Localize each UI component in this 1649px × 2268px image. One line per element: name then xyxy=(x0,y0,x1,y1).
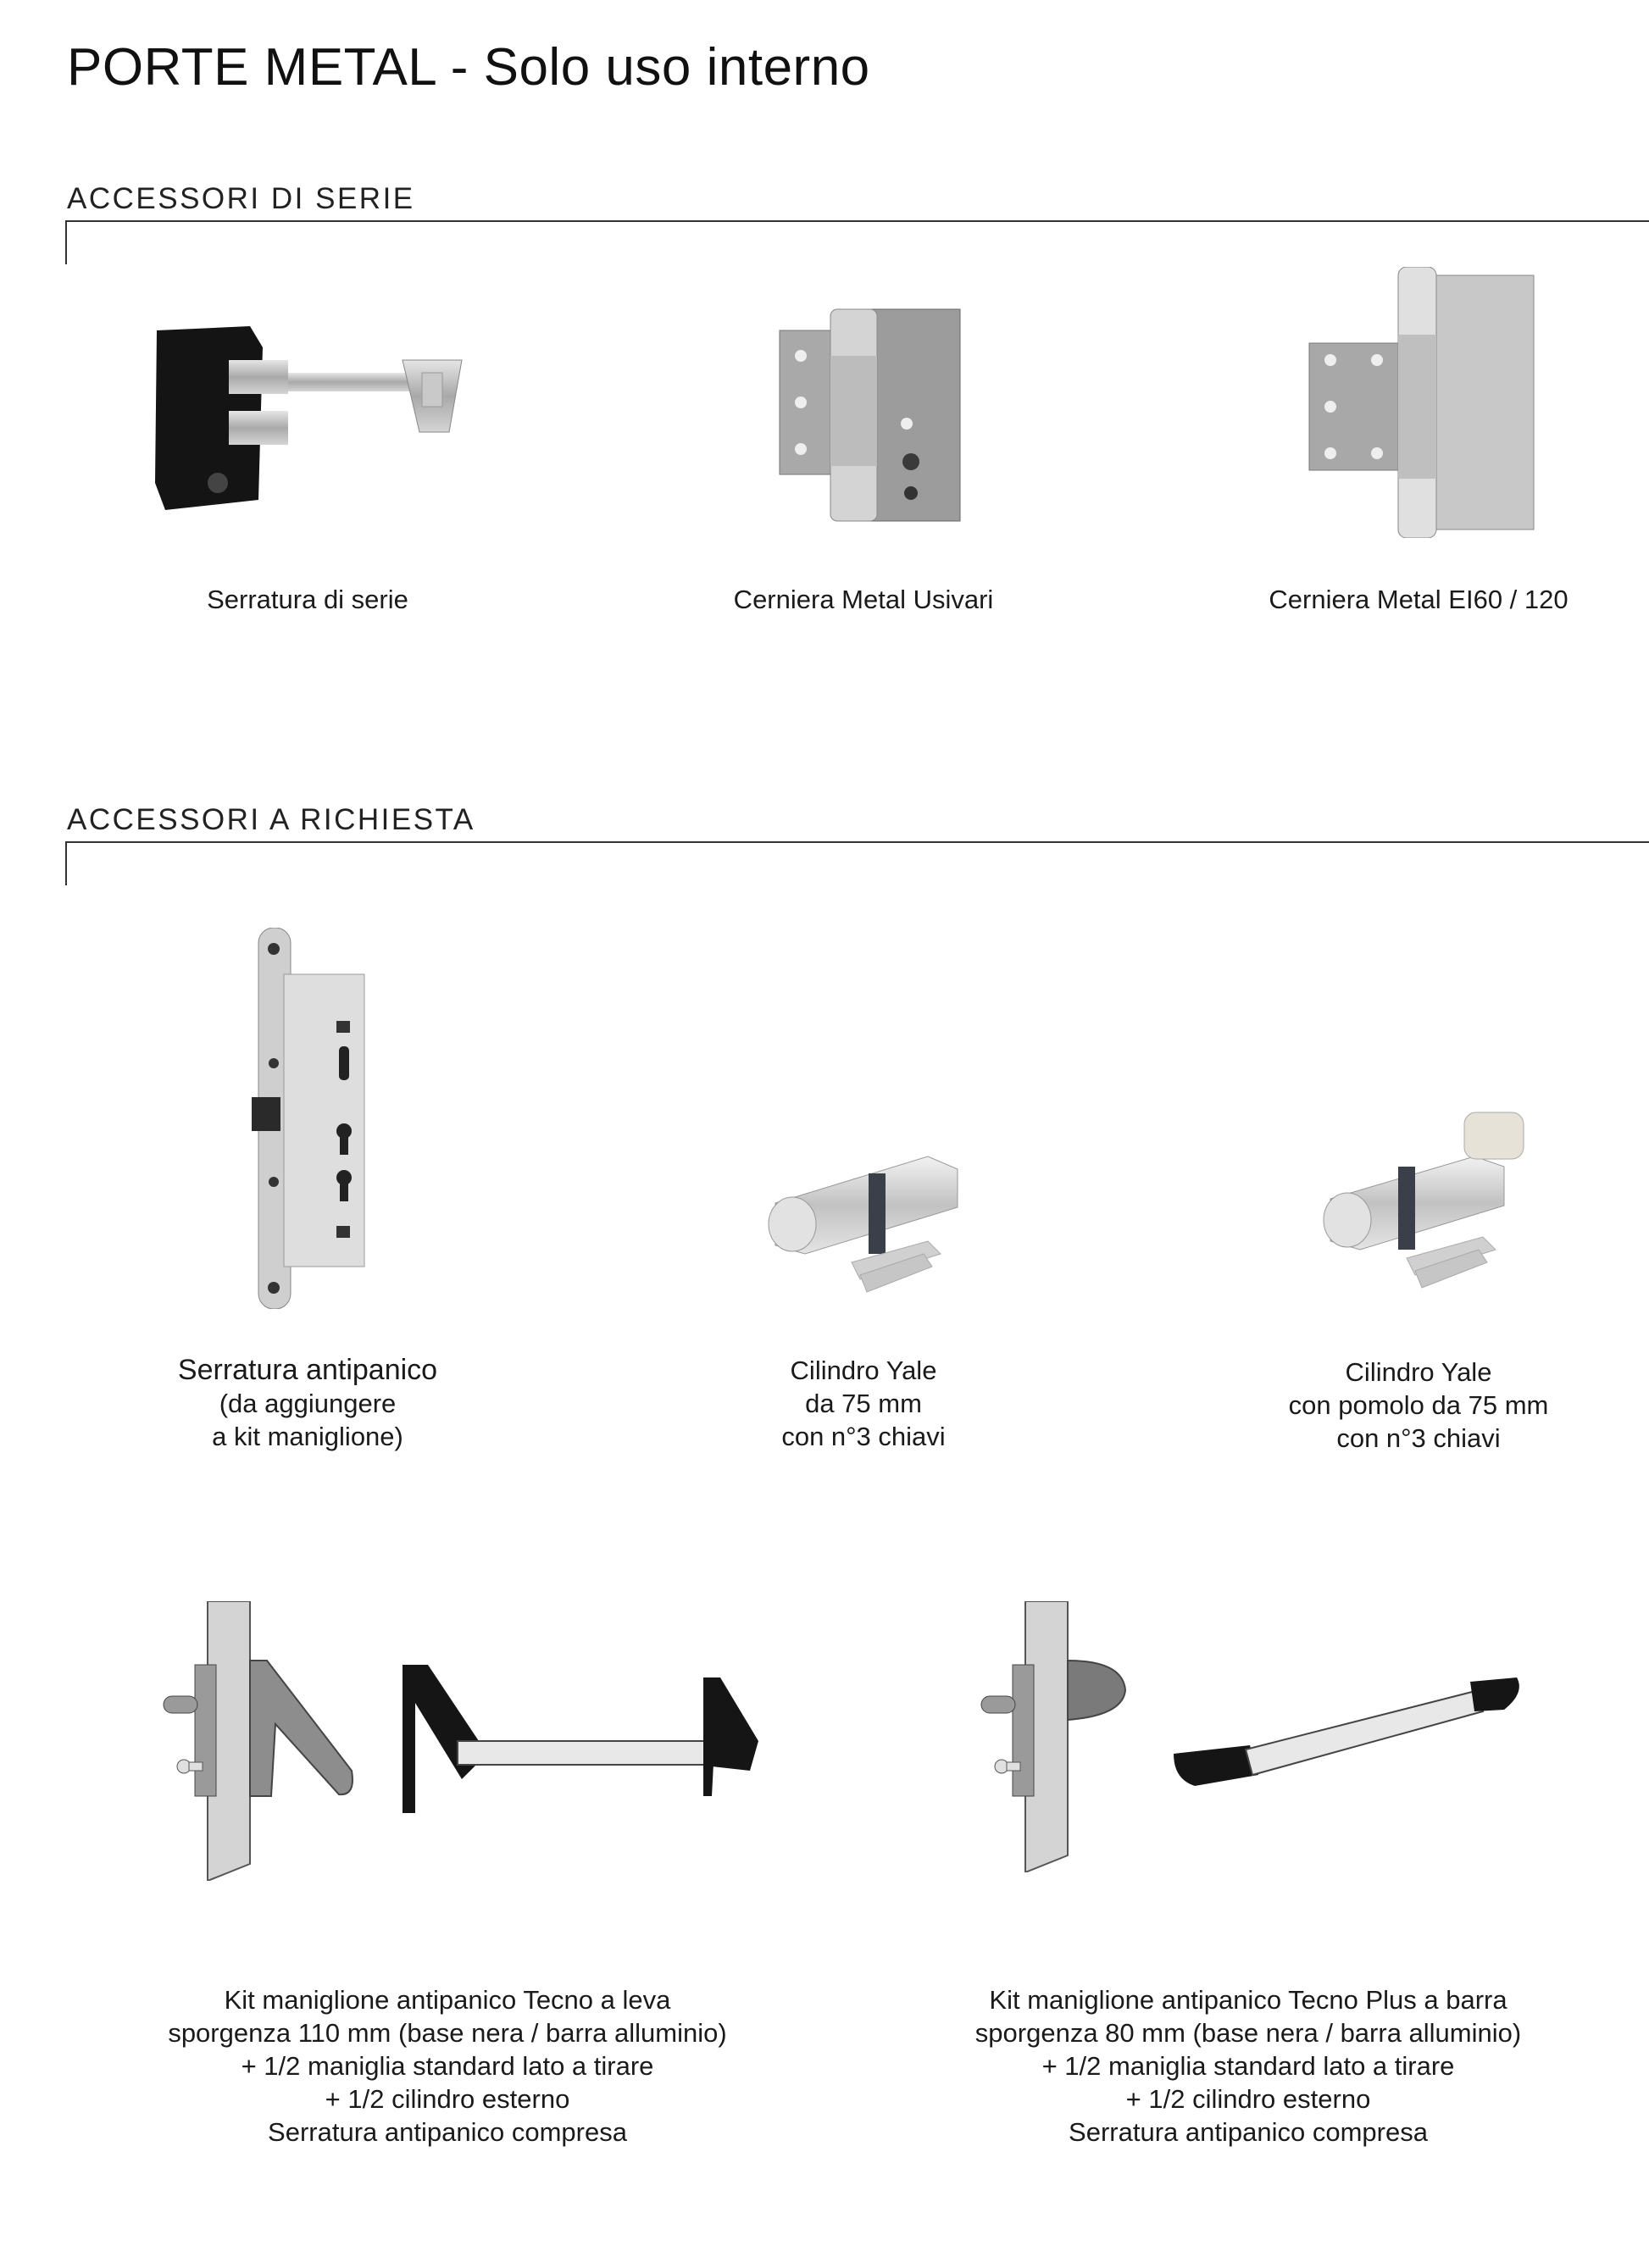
section-title-on-request: ACCESSORI A RICHIESTA xyxy=(67,803,475,836)
thumbturn-cylinder-image xyxy=(1313,1106,1534,1309)
section-divider xyxy=(65,841,1649,885)
caption-kit-pushbar: Kit maniglione antipanico Tecno Plus a barra sporgenza 80 mm (base nera / barra alluminio) + 1/2 maniglia standard lato a tirare + 1/2 cilindro esterno Serratura antipanico compresa xyxy=(974,1985,1522,2147)
mortise-lock-image xyxy=(242,928,369,1309)
caption-standard-lock: Serratura di serie xyxy=(207,585,408,614)
fire-hinge-image xyxy=(1305,267,1542,538)
caption-panic-lock: Serratura antipanico (da aggiungere a kit maniglione) xyxy=(177,1354,438,1451)
page-title: PORTE METAL - Solo uso interno xyxy=(67,38,870,97)
caption-hinge-usivari: Cerniera Metal Usivari xyxy=(733,585,994,614)
caption-kit-lever: Kit maniglione antipanico Tecno a leva sporgenza 110 mm (base nera / barra alluminio) + 1/2 maniglia standard lato a tirare + 1/2 cilindro esterno Serratura antipanico compresa xyxy=(168,1985,727,2147)
hinge-image xyxy=(775,305,962,525)
euro-cylinder-image xyxy=(758,1127,962,1313)
key-lock-image xyxy=(148,322,479,517)
push-bar-diagram xyxy=(974,1601,1534,1872)
section-title-standard: ACCESSORI DI SERIE xyxy=(67,182,415,215)
caption-hinge-ei60: Cerniera Metal EI60 / 120 xyxy=(1269,585,1568,614)
section-divider xyxy=(65,220,1649,264)
caption-yale-thumbturn: Cilindro Yale con pomolo da 75 mm con n°3 chiavi xyxy=(1288,1357,1549,1453)
lever-panic-bar-diagram xyxy=(157,1601,767,1881)
caption-yale-cylinder: Cilindro Yale da 75 mm con n°3 chiavi xyxy=(781,1356,946,1451)
